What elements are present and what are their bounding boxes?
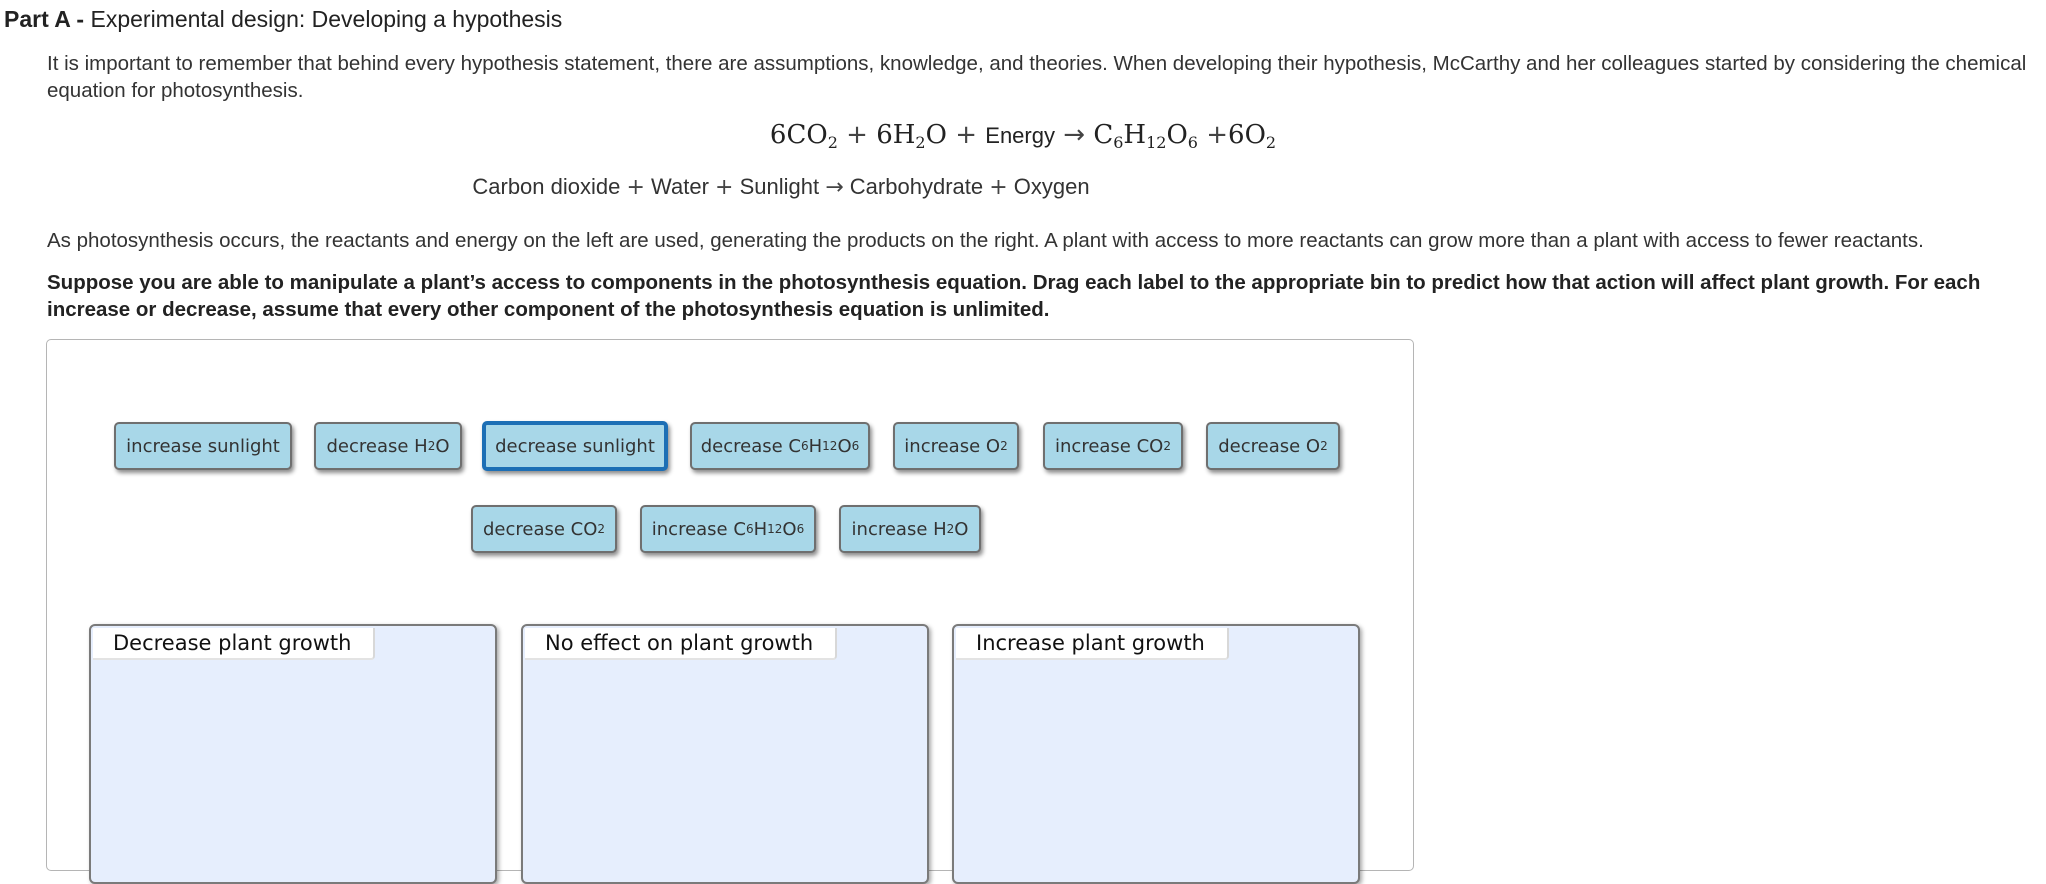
eq-term: H xyxy=(1123,120,1147,150)
word-equation xyxy=(0,174,1562,200)
label-text: increase CO xyxy=(1055,435,1164,457)
eq-plus: + xyxy=(1206,120,1229,150)
eq-plus: + xyxy=(715,175,734,200)
part-title: Experimental design: Developing a hypothesis xyxy=(90,6,563,32)
label-text: O xyxy=(954,518,969,540)
label-decrease-h2o[interactable]: decrease H 2 O xyxy=(314,422,462,470)
label-text: decrease C xyxy=(700,435,801,457)
label-text: increase H xyxy=(851,518,947,540)
eq-term: O xyxy=(925,120,947,150)
label-text: O xyxy=(435,435,450,457)
eq-energy: Energy xyxy=(985,123,1055,148)
label-text: increase C xyxy=(651,518,746,540)
bin-title: Decrease plant growth xyxy=(93,628,375,660)
bin-increase-growth[interactable] xyxy=(952,624,1360,884)
label-text: H xyxy=(753,518,768,540)
part-label: Part A - xyxy=(4,6,85,32)
eq-sub: 2 xyxy=(915,133,926,152)
label-text: decrease sunlight xyxy=(495,435,655,457)
bin-decrease-growth[interactable] xyxy=(89,624,497,884)
eq-term: O xyxy=(1166,120,1188,150)
eq-arrow: → xyxy=(825,175,844,200)
label-increase-h2o[interactable]: increase H 2 O xyxy=(839,505,981,553)
label-text: decrease CO xyxy=(482,518,598,540)
label-text: increase O xyxy=(904,435,1001,457)
label-text: H xyxy=(808,435,823,457)
word-term: Water xyxy=(651,174,709,199)
eq-term: 6H xyxy=(876,120,916,150)
label-decrease-o2[interactable]: decrease O 2 xyxy=(1206,422,1340,470)
label-text: decrease O xyxy=(1218,435,1321,457)
eq-arrow: → xyxy=(1063,120,1086,150)
label-increase-o2[interactable]: increase O 2 xyxy=(893,422,1019,470)
eq-term: 6CO xyxy=(769,120,828,150)
explanation-paragraph: As photosynthesis occurs, the reactants and energy on the left are used, generating the products on the right. A plant with access to more reactants can grow more than a plant with access to fewer reactants. xyxy=(47,229,1924,252)
label-increase-co2[interactable]: increase CO 2 xyxy=(1043,422,1183,470)
label-text: increase sunlight xyxy=(126,435,280,457)
bin-no-effect[interactable] xyxy=(521,624,929,884)
label-text: O xyxy=(782,518,797,540)
eq-plus: + xyxy=(955,120,977,150)
eq-sub: 2 xyxy=(1265,133,1277,152)
eq-sub: 2 xyxy=(827,133,838,152)
intro-paragraph: It is important to remember that behind every hypothesis statement, there are assumptions, knowledge, and theories. When developing their hypothesis, McCarthy and her colleagues started by considering the chemical equation for photosynthesis. xyxy=(47,52,2027,102)
label-decrease-co2[interactable]: decrease CO 2 xyxy=(471,505,617,553)
eq-term: C xyxy=(1093,120,1114,150)
part-header xyxy=(4,6,562,33)
label-increase-c6h12o6[interactable]: increase C 6 H 12 O 6 xyxy=(640,505,816,553)
eq-plus: + xyxy=(989,175,1008,200)
word-term: Sunlight xyxy=(739,174,820,199)
label-text: decrease H xyxy=(326,435,428,457)
chemical-equation xyxy=(0,120,2046,150)
eq-plus: + xyxy=(846,120,868,150)
label-decrease-sunlight[interactable] xyxy=(482,421,668,471)
label-decrease-c6h12o6[interactable]: decrease C 6 H 12 O 6 xyxy=(690,422,870,470)
eq-sub: 6 xyxy=(1113,133,1124,152)
eq-plus: + xyxy=(626,175,645,200)
label-text: O xyxy=(837,435,852,457)
word-term: Carbon dioxide xyxy=(472,174,621,199)
instructions-paragraph: Suppose you are able to manipulate a plant’s access to components in the photosynthesis equation. Drag each label to the appropriate bin to predict how that action will affect plant growth. For each increase or decrease, assume that every other component of the photosynthesis equation is unlimited. xyxy=(47,271,1981,321)
eq-term: 6O xyxy=(1228,120,1266,150)
eq-sub: 6 xyxy=(1187,133,1198,152)
label-increase-sunlight[interactable] xyxy=(114,422,292,470)
word-term: Oxygen xyxy=(1013,174,1090,199)
bin-title: Increase plant growth xyxy=(956,628,1229,660)
bin-title: No effect on plant growth xyxy=(525,628,837,660)
word-term: Carbohydrate xyxy=(849,174,984,199)
eq-sub: 12 xyxy=(1146,133,1167,152)
